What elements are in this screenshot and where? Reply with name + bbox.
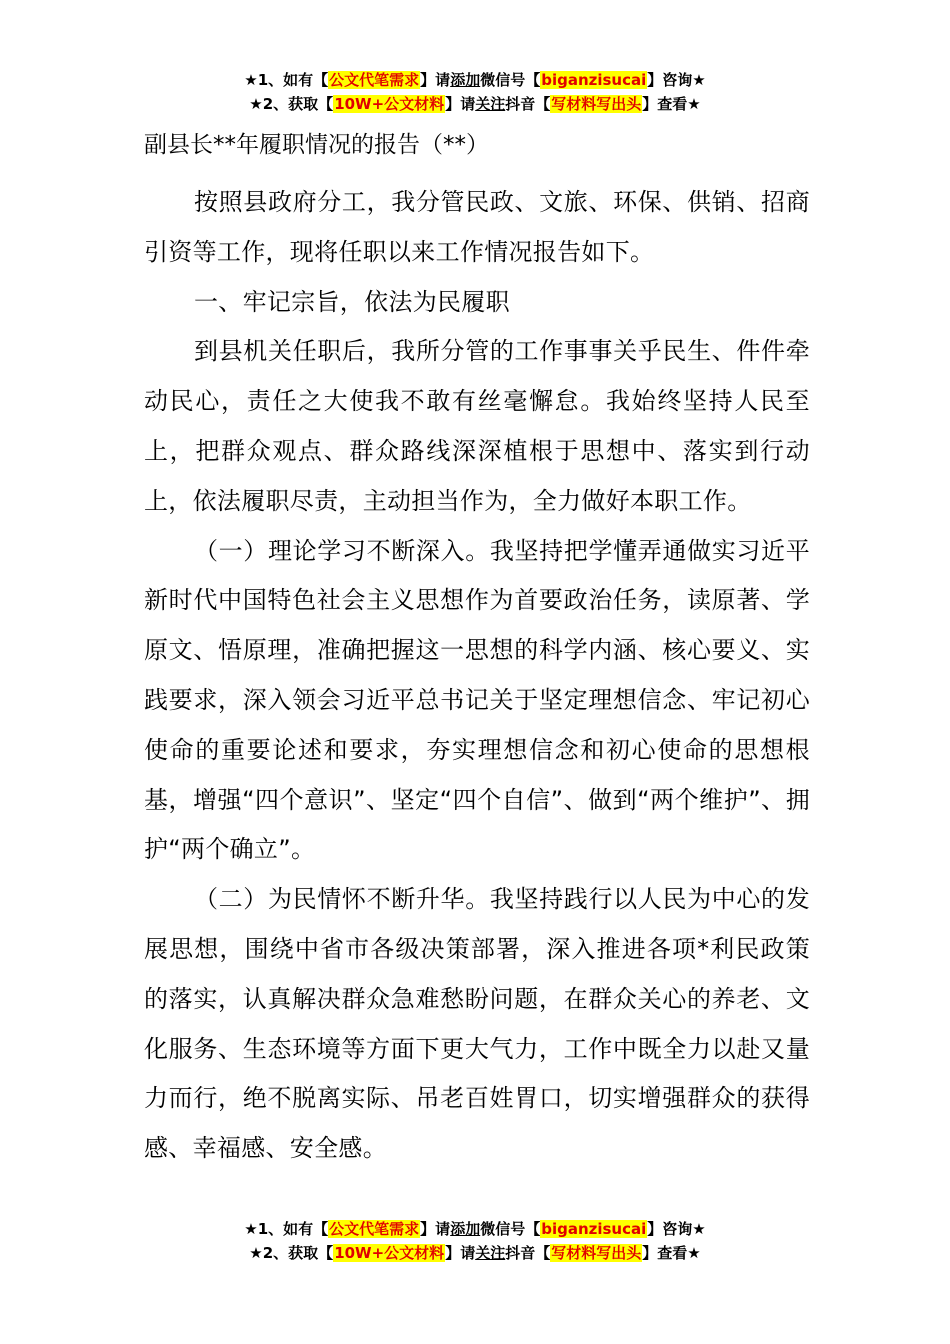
banner-text: 】咨询★ (647, 71, 706, 89)
banner-text: 】请 (445, 1244, 476, 1262)
banner-text: 】查看★ (642, 1244, 701, 1262)
paragraph-intro: 按照县政府分工，我分管民政、文旅、环保、供销、招商引资等工作，现将任职以来工作情况报告如下。 (144, 188, 810, 266)
paragraph: （一）理论学习不断深入。我坚持把学懂弄通做实习近平新时代中国特色社会主义思想作为首要政治任务，读原著、学原文、悟原理，准确把握这一思想的科学内涵、核心要义、实践要求，深入领会习近平总书记关于坚定理想信念、牢记初心使命的重要论述和要求，夯实理想信念和初心使命的思想根基，增强“四个意识”、坚定“四个自信”、做到“两个维护”、拥护“两个确立”。 (144, 536, 810, 864)
highlight-service: 公文代笔需求 (329, 71, 420, 89)
footer-banner (0, 1217, 950, 1265)
underlined-word: 关注 (475, 1244, 506, 1262)
banner-text: 抖音【 (505, 95, 551, 113)
header-banner (0, 68, 950, 116)
paragraph: 到县机关任职后，我所分管的工作事事关乎民生、件件牵动民心，责任之大使我不敢有丝毫懈怠。我始终坚持人民至上，把群众观点、群众路线深深植根于思想中、落实到行动上，依法履职尽责，主动担当作为，全力做好本职工作。 (144, 337, 810, 515)
banner-text: 】请 (445, 95, 476, 113)
section-heading: 一、牢记宗旨，依法为民履职 (194, 287, 510, 316)
banner-text: 微信号【 (480, 1220, 541, 1238)
banner-text: 】查看★ (642, 95, 701, 113)
banner-text: 】请 (420, 71, 451, 89)
document-body (144, 130, 810, 1174)
highlight-service: 公文代笔需求 (329, 1220, 420, 1238)
star-icon: ★ (249, 95, 263, 113)
document-title: 副县长**年履职情况的报告（**） (144, 132, 489, 158)
banner-text: 2、获取【 (262, 95, 334, 113)
banner-line-1 (0, 1217, 950, 1241)
highlight-wechat-id: biganzisucai (541, 1220, 647, 1238)
highlight-wechat-id: biganzisucai (541, 71, 647, 89)
banner-text: 抖音【 (505, 1244, 551, 1262)
highlight-douyin: 写材料写出头 (551, 1244, 642, 1262)
paragraph: （二）为民情怀不断升华。我坚持践行以人民为中心的发展思想，围绕中省市各级决策部署，深入推进各项*利民政策的落实，认真解决群众急难愁盼问题，在群众关心的养老、文化服务、生态环境等方面下更大气力，工作中既全力以赴又量力而行，绝不脱离实际、吊老百姓胃口，切实增强群众的获得感、幸福感、安全感。 (144, 885, 810, 1163)
star-icon: ★ (249, 1244, 263, 1262)
highlight-douyin: 写材料写出头 (551, 95, 642, 113)
highlight-materials: 10W+公文材料 (334, 1244, 445, 1262)
banner-line-2 (0, 92, 950, 116)
banner-text: 】咨询★ (647, 1220, 706, 1238)
highlight-materials: 10W+公文材料 (334, 95, 445, 113)
banner-text: 微信号【 (480, 71, 541, 89)
banner-text: 1、如有【 (257, 1220, 329, 1238)
star-icon: ★ (244, 1220, 258, 1238)
banner-line-1 (0, 68, 950, 92)
star-icon: ★ (244, 71, 258, 89)
banner-line-2 (0, 1241, 950, 1265)
underlined-word: 添加 (450, 71, 481, 89)
banner-text: 2、获取【 (262, 1244, 334, 1262)
underlined-word: 添加 (450, 1220, 481, 1238)
underlined-word: 关注 (475, 95, 506, 113)
banner-text: 】请 (420, 1220, 451, 1238)
banner-text: 1、如有【 (257, 71, 329, 89)
